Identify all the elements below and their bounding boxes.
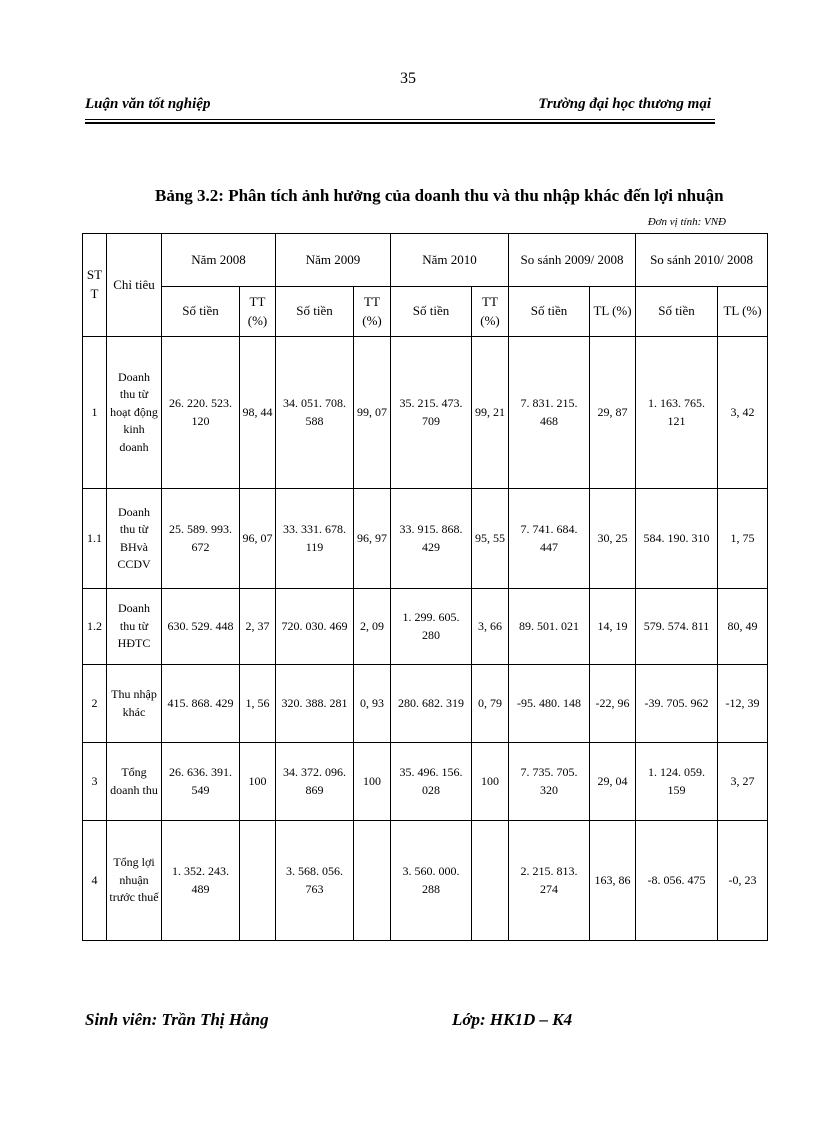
header-amount: Số tiền <box>276 287 354 337</box>
cell-share-2010: 100 <box>472 743 509 821</box>
cell-ratio-2010-2008: 80, 49 <box>718 589 768 665</box>
header-indicator: Chỉ tiêu <box>107 234 162 337</box>
cell-amount-2009: 320. 388. 281 <box>276 665 354 743</box>
header-year-2009: Năm 2009 <box>276 234 391 287</box>
cell-share-2010: 95, 55 <box>472 489 509 589</box>
cell-share-2010 <box>472 821 509 941</box>
row-indicator: Doanh thu từ HĐTC <box>107 589 162 665</box>
cell-diff-2009-2008: 7. 735. 705. 320 <box>509 743 590 821</box>
cell-amount-2010: 33. 915. 868. 429 <box>391 489 472 589</box>
cell-amount-2010: 35. 215. 473. 709 <box>391 337 472 489</box>
cell-diff-2010-2008: 579. 574. 811 <box>636 589 718 665</box>
row-indicator: Thu nhập khác <box>107 665 162 743</box>
header-year-2010: Năm 2010 <box>391 234 509 287</box>
header-divider-thick <box>85 122 715 124</box>
cell-diff-2010-2008: 1. 163. 765. 121 <box>636 337 718 489</box>
cell-amount-2009: 34. 372. 096. 869 <box>276 743 354 821</box>
row-stt: 3 <box>83 743 107 821</box>
row-indicator: Tổng lợi nhuận trước thuế <box>107 821 162 941</box>
cell-amount-2008: 415. 868. 429 <box>162 665 240 743</box>
cell-share-2010: 99, 21 <box>472 337 509 489</box>
table-row <box>83 489 768 589</box>
cell-diff-2009-2008: 7. 741. 684. 447 <box>509 489 590 589</box>
cell-amount-2010: 35. 496. 156. 028 <box>391 743 472 821</box>
cell-share-2008: 100 <box>240 743 276 821</box>
unit-note: Đơn vị tính: VNĐ <box>647 216 726 228</box>
cell-share-2009 <box>354 821 391 941</box>
cell-share-2008: 98, 44 <box>240 337 276 489</box>
cell-share-2008: 2, 37 <box>240 589 276 665</box>
cell-ratio-2009-2008: 30, 25 <box>590 489 636 589</box>
header-ratio: TL (%) <box>718 287 768 337</box>
cell-diff-2009-2008: 7. 831. 215. 468 <box>509 337 590 489</box>
cell-share-2009: 100 <box>354 743 391 821</box>
header-share: TT (%) <box>240 287 276 337</box>
header-amount: Số tiền <box>162 287 240 337</box>
cell-ratio-2009-2008: 29, 87 <box>590 337 636 489</box>
cell-amount-2009: 34. 051. 708. 588 <box>276 337 354 489</box>
cell-amount-2009: 720. 030. 469 <box>276 589 354 665</box>
header-share: TT (%) <box>354 287 391 337</box>
row-indicator: Doanh thu từ hoạt động kinh doanh <box>107 337 162 489</box>
footer-class: Lớp: HK1D – K4 <box>452 1010 573 1029</box>
cell-amount-2008: 630. 529. 448 <box>162 589 240 665</box>
footer-student: Sinh viên: Trần Thị Hằng <box>85 1010 269 1029</box>
cell-ratio-2010-2008: 1, 75 <box>718 489 768 589</box>
cell-diff-2009-2008: 89. 501. 021 <box>509 589 590 665</box>
table-row <box>83 665 768 743</box>
cell-share-2010: 0, 79 <box>472 665 509 743</box>
cell-share-2009: 96, 97 <box>354 489 391 589</box>
cell-amount-2008: 26. 636. 391. 549 <box>162 743 240 821</box>
cell-share-2009: 0, 93 <box>354 665 391 743</box>
row-stt: 1.1 <box>83 489 107 589</box>
cell-amount-2009: 33. 331. 678. 119 <box>276 489 354 589</box>
cell-diff-2009-2008: 2. 215. 813. 274 <box>509 821 590 941</box>
cell-share-2009: 99, 07 <box>354 337 391 489</box>
cell-diff-2010-2008: 584. 190. 310 <box>636 489 718 589</box>
cell-amount-2008: 25. 589. 993. 672 <box>162 489 240 589</box>
cell-diff-2010-2008: 1. 124. 059. 159 <box>636 743 718 821</box>
row-indicator: Tổng doanh thu <box>107 743 162 821</box>
row-stt: 2 <box>83 665 107 743</box>
cell-ratio-2009-2008: 163, 86 <box>590 821 636 941</box>
cell-amount-2009: 3. 568. 056. 763 <box>276 821 354 941</box>
header-university-label: Trường đại học thương mại <box>538 96 711 112</box>
cell-share-2008: 1, 56 <box>240 665 276 743</box>
header-compare-2009-2008: So sánh 2009/ 2008 <box>509 234 636 287</box>
cell-share-2010: 3, 66 <box>472 589 509 665</box>
cell-share-2008: 96, 07 <box>240 489 276 589</box>
row-indicator: Doanh thu từ BHvà CCDV <box>107 489 162 589</box>
cell-amount-2008: 26. 220. 523. 120 <box>162 337 240 489</box>
cell-amount-2008: 1. 352. 243. 489 <box>162 821 240 941</box>
cell-amount-2010: 280. 682. 319 <box>391 665 472 743</box>
table-row <box>83 821 768 941</box>
header-ratio: TL (%) <box>590 287 636 337</box>
cell-ratio-2009-2008: 29, 04 <box>590 743 636 821</box>
cell-ratio-2010-2008: -0, 23 <box>718 821 768 941</box>
header-compare-2010-2008: So sánh 2010/ 2008 <box>636 234 768 287</box>
header-divider <box>85 119 715 120</box>
cell-share-2008 <box>240 821 276 941</box>
cell-ratio-2009-2008: -22, 96 <box>590 665 636 743</box>
cell-ratio-2010-2008: -12, 39 <box>718 665 768 743</box>
header-year-2008: Năm 2008 <box>162 234 276 287</box>
row-stt: 4 <box>83 821 107 941</box>
cell-diff-2010-2008: -39. 705. 962 <box>636 665 718 743</box>
cell-diff-2009-2008: -95. 480. 148 <box>509 665 590 743</box>
header-amount: Số tiền <box>636 287 718 337</box>
revenue-profit-table <box>82 233 768 941</box>
table-row <box>83 337 768 489</box>
header-thesis-label: Luận văn tốt nghiệp <box>85 96 211 112</box>
cell-share-2009: 2, 09 <box>354 589 391 665</box>
table-row <box>83 743 768 821</box>
row-stt: 1.2 <box>83 589 107 665</box>
header-share: TT (%) <box>472 287 509 337</box>
page-number: 35 <box>400 70 416 87</box>
header-stt: STT <box>83 234 107 337</box>
header-amount: Số tiền <box>391 287 472 337</box>
cell-ratio-2010-2008: 3, 42 <box>718 337 768 489</box>
cell-amount-2010: 3. 560. 000. 288 <box>391 821 472 941</box>
cell-ratio-2009-2008: 14, 19 <box>590 589 636 665</box>
cell-amount-2010: 1. 299. 605. 280 <box>391 589 472 665</box>
header-amount: Số tiền <box>509 287 590 337</box>
cell-ratio-2010-2008: 3, 27 <box>718 743 768 821</box>
table-title: Bảng 3.2: Phân tích ảnh hưởng của doanh thu và thu nhập khác đến lợi nhuận <box>155 186 724 205</box>
cell-diff-2010-2008: -8. 056. 475 <box>636 821 718 941</box>
row-stt: 1 <box>83 337 107 489</box>
table-row <box>83 589 768 665</box>
